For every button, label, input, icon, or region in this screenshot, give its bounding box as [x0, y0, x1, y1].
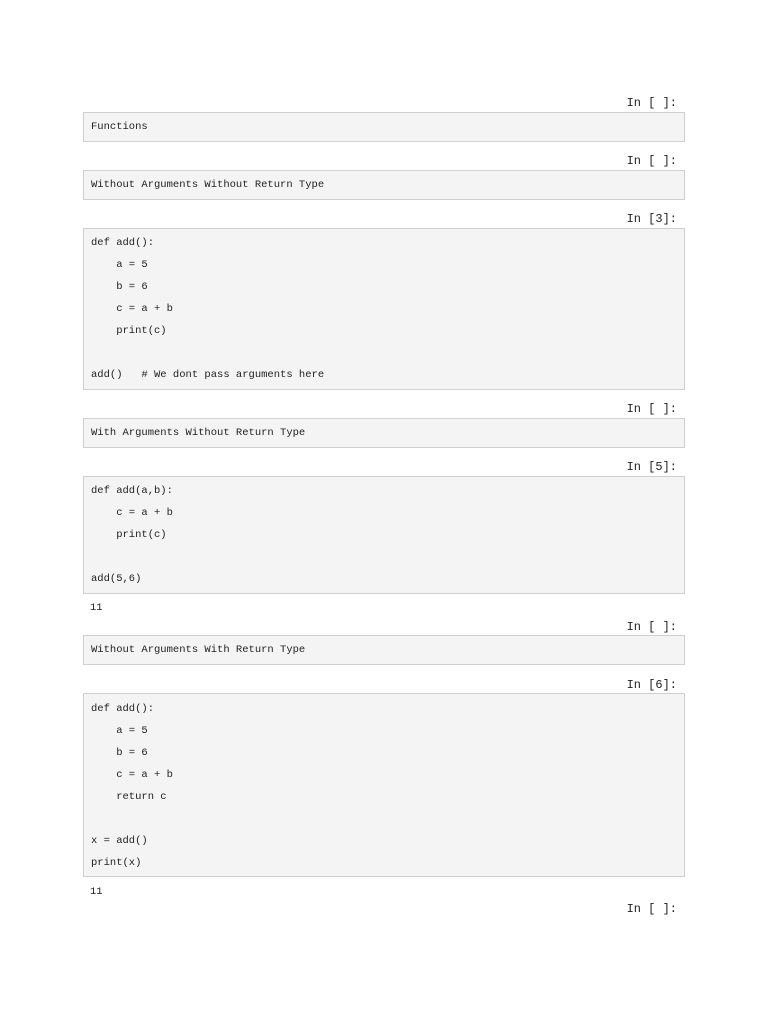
- code-cell[interactable]: [83, 418, 685, 448]
- code-line: a = 5: [91, 725, 148, 737]
- cell-prompt: In [ ]:: [626, 96, 677, 110]
- cell-prompt: In [ ]:: [626, 902, 677, 916]
- code-line: b = 6: [91, 747, 148, 759]
- code-line: return c: [91, 791, 167, 803]
- code-line: print(c): [91, 529, 167, 541]
- cell-prompt: In [3]:: [626, 212, 677, 226]
- code-line: print(c): [91, 325, 167, 337]
- code-line: add() # We dont pass arguments here: [91, 369, 325, 381]
- cell-prompt: In [ ]:: [626, 402, 677, 416]
- code-line: add(5,6): [91, 573, 142, 585]
- code-line: c = a + b: [91, 303, 173, 315]
- code-line: x = add(): [91, 835, 148, 847]
- code-cell[interactable]: [83, 228, 685, 390]
- code-line: def add():: [91, 703, 155, 715]
- cell-output: 11: [90, 602, 103, 614]
- code-line: Functions: [91, 121, 148, 133]
- code-line: b = 6: [91, 281, 148, 293]
- code-line: Without Arguments Without Return Type: [91, 179, 325, 191]
- code-cell[interactable]: [83, 476, 685, 594]
- cell-prompt: In [ ]:: [626, 154, 677, 168]
- code-line: With Arguments Without Return Type: [91, 427, 306, 439]
- code-cell[interactable]: [83, 112, 685, 142]
- code-cell[interactable]: [83, 635, 685, 665]
- code-line: c = a + b: [91, 769, 173, 781]
- cell-prompt: In [5]:: [626, 460, 677, 474]
- code-line: print(x): [91, 857, 142, 869]
- cell-prompt: In [ ]:: [626, 620, 677, 634]
- code-cell[interactable]: [83, 693, 685, 877]
- code-line: def add():: [91, 237, 155, 249]
- cell-prompt: In [6]:: [626, 678, 677, 692]
- code-line: c = a + b: [91, 507, 173, 519]
- code-line: Without Arguments With Return Type: [91, 644, 306, 656]
- code-line: def add(a,b):: [91, 485, 173, 497]
- cell-output: 11: [90, 886, 103, 898]
- code-line: a = 5: [91, 259, 148, 271]
- code-cell[interactable]: [83, 170, 685, 200]
